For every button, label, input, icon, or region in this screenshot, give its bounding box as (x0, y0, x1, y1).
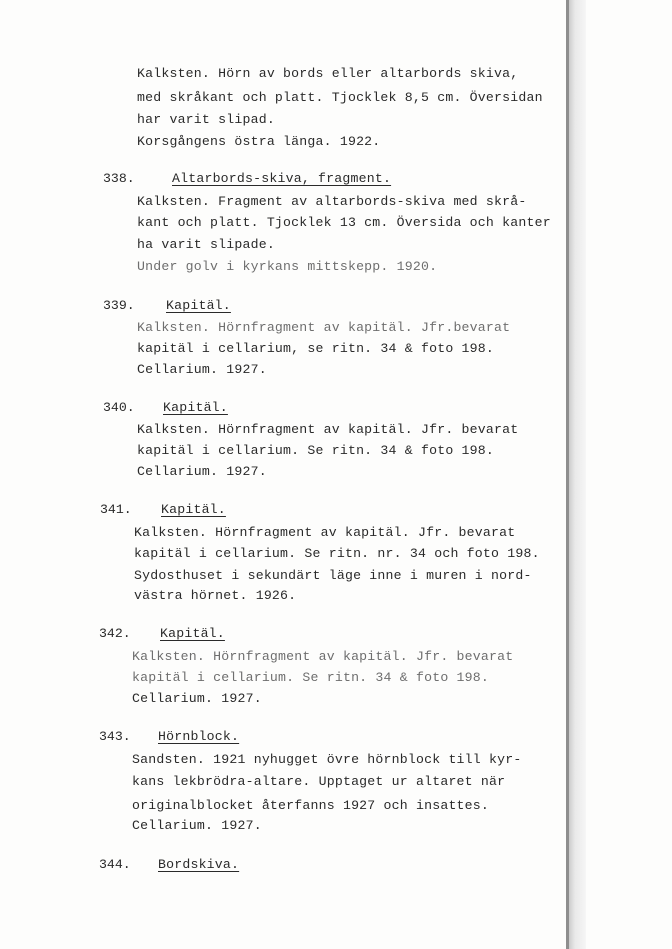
page-edge-shadow (566, 0, 586, 949)
entry-number: 342. (99, 626, 131, 641)
intro-line: Korsgångens östra länga. 1922. (137, 134, 381, 149)
entry-line: Cellarium. 1927. (132, 818, 262, 833)
intro-line: med skråkant och platt. Tjocklek 8,5 cm. Översidan (137, 90, 543, 105)
intro-line: har varit slipad. (137, 112, 275, 127)
entry-line: kapitäl i cellarium, se ritn. 34 & foto 198. (137, 341, 495, 356)
entry-line: ha varit slipade. (137, 237, 275, 252)
entry-number: 340. (103, 400, 135, 415)
entry-line: Cellarium. 1927. (137, 464, 267, 479)
entry-line: Sandsten. 1921 nyhugget övre hörnblock till kyr- (132, 752, 522, 767)
entry-title: Hörnblock. (158, 729, 240, 744)
entry-line: Kalksten. Hörnfragment av kapitäl. Jfr. bevarat (137, 422, 519, 437)
entry-line: Sydosthuset i sekundärt läge inne i muren i nord- (134, 568, 532, 583)
entry-number: 343. (99, 729, 131, 744)
entry-title: Bordskiva. (158, 857, 240, 872)
entry-line: originalblocket återfanns 1927 och insattes. (132, 798, 490, 813)
entry-line: Kalksten. Hörnfragment av kapitäl. Jfr.bevarat (137, 320, 511, 335)
entry-line: Cellarium. 1927. (132, 691, 262, 706)
entry-line: Under golv i kyrkans mittskepp. 1920. (137, 259, 438, 274)
entry-number: 339. (103, 298, 135, 313)
page-edge-line (566, 0, 569, 949)
entry-number: 341. (100, 502, 132, 517)
entry-line: Kalksten. Hörnfragment av kapitäl. Jfr. bevarat (134, 525, 516, 540)
entry-line: kapitäl i cellarium. Se ritn. nr. 34 och foto 198. (134, 546, 540, 561)
entry-line: västra hörnet. 1926. (134, 588, 297, 603)
entry-line: Kalksten. Hörnfragment av kapitäl. Jfr. bevarat (132, 649, 514, 664)
entry-number: 344. (99, 857, 131, 872)
entry-line: Kalksten. Fragment av altarbords-skiva med skrå- (137, 194, 527, 209)
entry-title: Kapitäl. (166, 298, 231, 313)
entry-line: kant och platt. Tjocklek 13 cm. Översida och kanter (137, 215, 551, 230)
entry-line: kapitäl i cellarium. Se ritn. 34 & foto 198. (137, 443, 495, 458)
entry-title: Altarbords-skiva, fragment. (172, 171, 392, 186)
entry-title: Kapitäl. (161, 502, 226, 517)
entry-line: kans lekbrödra-altare. Upptaget ur altaret när (132, 774, 506, 789)
entry-line: kapitäl i cellarium. Se ritn. 34 & foto 198. (132, 670, 490, 685)
entry-title: Kapitäl. (160, 626, 225, 641)
entry-line: Cellarium. 1927. (137, 362, 267, 377)
entry-number: 338. (103, 171, 135, 186)
entry-title: Kapitäl. (163, 400, 228, 415)
intro-line: Kalksten. Hörn av bords eller altarbords skiva, (137, 66, 519, 81)
